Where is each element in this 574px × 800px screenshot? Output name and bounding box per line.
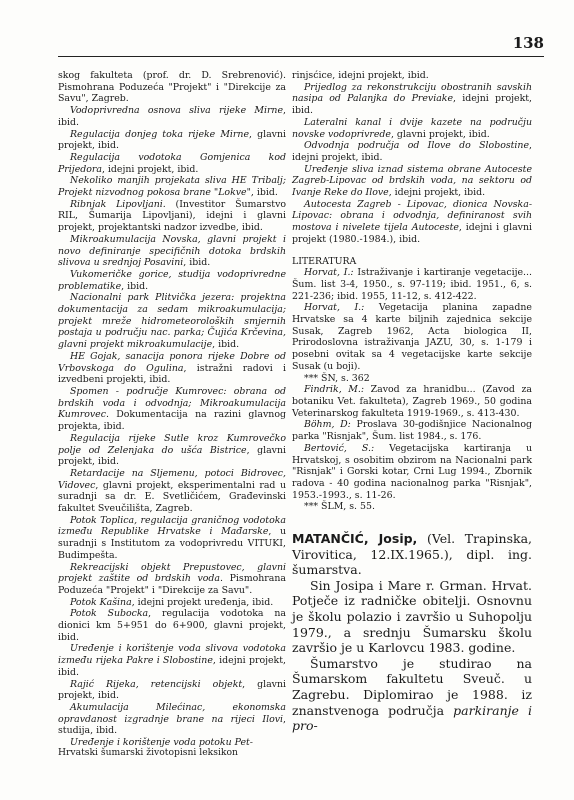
list-item: Autocesta Zagreb - Lipovac, dionica Novska-Lipovac: obrana i odvodnja, definiranost svih mostova i nivelete tijela Autoceste, idejni i glavni projekt (1980.-1984.), ibid. [292,198,532,245]
entry-paragraph: Šumarstvo je studirao na Šumarskom fakultetu Sveuč. u Zagrebu. Diplomirao je 1988. iz znanstvenoga područja parkiranje i pro- [292,655,532,734]
entry-header [292,531,532,578]
list-item: Rajić Rijeka, retencijski objekt, glavni projekt, ibid. [58,678,286,702]
project-list [292,70,532,246]
list-item: Horvat, I.: Vegetacija planina zapadne Hrvatske sa 4 karte biljnih zajednica sekcije Susak, Zagreb 1962, Acta biologica II, Prirodoslovna istraživanja JAZU, 30, s. 1-179 i posebni ovitak sa 4 vegetacijske karte sekcije Susak (u boji). [292,302,532,372]
right-column [292,70,532,734]
list-item: HE Gojak, sanacija ponora rijeke Dobre od Vrbovskoga do Ogulina, istražni radovi i izvedbeni projekti, ibid. [58,350,286,386]
entry-paragraph: Sin Josipa i Mare r. Grman. Hrvat. Potječe iz radničke obitelji. Osnovnu je školu polazio i završio u Suhopolju 1979., a srednju Šumarsku školu završio je u Karlovcu 1983. godine. [292,577,532,656]
left-column [58,70,286,749]
list-item: Potok Toplica, regulacija graničnog vodotoka između Republike Hrvatske i Mađarske, u suradnji s Institutom za vodoprivredu VITUKI, Budimpešta. [58,514,287,561]
list-item: Potok Kašina, idejni projekt uređenja, ibid. [70,596,274,608]
header-rule [58,56,544,57]
list-item: *** ŠN, s. 362 [304,372,370,384]
list-item: Regulacija vodotoka Gomjenica kod Prijedora, idejni projekt, ibid. [58,151,286,175]
list-item: Odvodnja područja od Ilove do Slobostine, idejni projekt, ibid. [292,140,532,163]
list-item: Potok Subocka, regulacija vodotoka na dionici km 5+951 do 6+900, glavni projekt, ibid. [58,608,286,643]
list-item: Nacionalni park Plitvička jezera: projektna dokumentacija za sedam mikroakumulacija; projekt mreže hidrometeoroloških smjernih postaja u području nac. parka; Čujića Krčevina, glavni projekt mikroakumulacije, ibid. [58,292,286,351]
page-number: 138 [512,34,544,52]
list-item: Mikroakumulacija Novska, glavni projekt i novo definiranje specifičnih dotoka brdskih slivova u srednjoj Posavini, ibid. [58,233,286,269]
list-item: skog fakulteta (prof. dr. D. Srebrenović). Pismohrana Poduzeća "Projekt" i "Direkcije za Savu", Zagreb. [58,70,286,105]
list-item: Bertović, S.: Vegetacijska kartiranja u Hrvatskoj, s osobitim obzirom na Nacionalni park "Risnjak" i Gorski kotar, Crni Lug 1994., Zbornik radova - 40 godina nacionalnog parka "Risnjak", 1953.-1993., s. 11-26. [292,442,533,501]
list-item: Horvat, I.: Istraživanje i kartiranje vegetacije... Šum. list 3-4, 1950., s. 97-119; ibid. 1951., 6, s. 221-236; ibid. 1955, 11-12, s. 412-422. [292,267,532,302]
list-item: Ribnjak Lipovljani. (Investitor Šumarstvo RIL, Šumarija Lipovljani), idejni i glavni projekt, projektantski nadzor izvedbe, ibid. [58,198,287,234]
list-item: Findrik, M.: Zavod za hranidbu... (Zavod za botaniku Vet. fakulteta), Zagreb 1969., 50 godina Veterinarskog fakulteta 1919-1969., s. 413-430. [292,384,532,419]
list-item: Rekreacijski objekt Prepustovec, glavni projekt zaštite od brdskih voda. Pismohrana Poduzeća "Projekt" i "Direkcije za Savu". [58,561,286,596]
list-item: Regulacija rijeke Sutle kroz Kumrovečko polje od Zelenjaka do ušća Bistrice, glavni projekt, ibid. [58,432,287,468]
list-item: Uređenje i korištenje voda potoku Pet- [70,737,253,749]
list-item: Regulacija donjeg toka rijeke Mirne, glavni projekt, ibid. [58,128,286,152]
biography-entry [292,531,532,734]
list-item: Prijedlog za rekonstrukciju obostranih savskih nasipa od Palanjka do Previake, idejni projekt, ibid. [292,81,532,117]
list-item: rinjsćice, idejni projekt, ibid. [292,70,429,81]
entry-intro: (Vel. Trapinska, Virovitica, 12.IX.1965.), dipl. ing. šumarstva. [292,531,532,578]
list-item: *** ŠLM, s. 55. [304,501,375,513]
list-item: Vukomeričke gorice, studija vodoprivredne problematike, ibid. [58,268,286,292]
entry-name: MATANČIĆ, Josip, [292,531,418,547]
list-item: Lateralni kanal i dvije kazete na području novske vodoprivrede, glavni projekt, ibid. [292,116,532,140]
list-item: Spomen - područje Kumrovec: obrana od brdskih voda i odvodnja; Mikroakumulacija Kumrovec. Dokumentacija na razini glavnog projekta, ibid. [58,385,286,433]
footer: Hrvatski šumarski životopisni leksikon [58,747,238,758]
list-item: Retardacije na Sljemenu, potoci Bidrovec, Vidovec, glavni projekt, eksperimentalni rad u suradnji sa dr. E. Svetličićem, Građevinski fakultet Sveučilišta, Zagreb. [58,467,286,515]
list-item: Uređenje i korištenje voda slivova vodotoka između rijeka Pakre i Slobostine, idejni projekt, ibid. [58,643,286,678]
list-item: Böhm, D: Proslava 30-godišnjice Nacionalnog parka "Risnjak", Šum. list 1984., s. 176. [292,419,532,443]
list-item: Nekoliko manjih projekata sliva HE Tribalj; Projekt nizvodnog pokosa brane "Lokve", ibid. [58,175,286,199]
list-item: Uređenje sliva iznad sistema obrane Autoceste Zagreb-Lipovac od brdskih voda, na sektoru od Ivanje Reke do Ilove, idejni projekt, ibid. [292,163,532,199]
list-item: Vodoprivredna osnova sliva rijeke Mirne, ibid. [58,105,286,128]
literatura-list [292,267,532,513]
list-item: Akumulacija Milećinac, ekonomska opravdanost izgradnje brane na rijeci Ilovi, studija, ibid. [58,701,286,737]
literatura-heading: LITERATURA [292,255,357,267]
